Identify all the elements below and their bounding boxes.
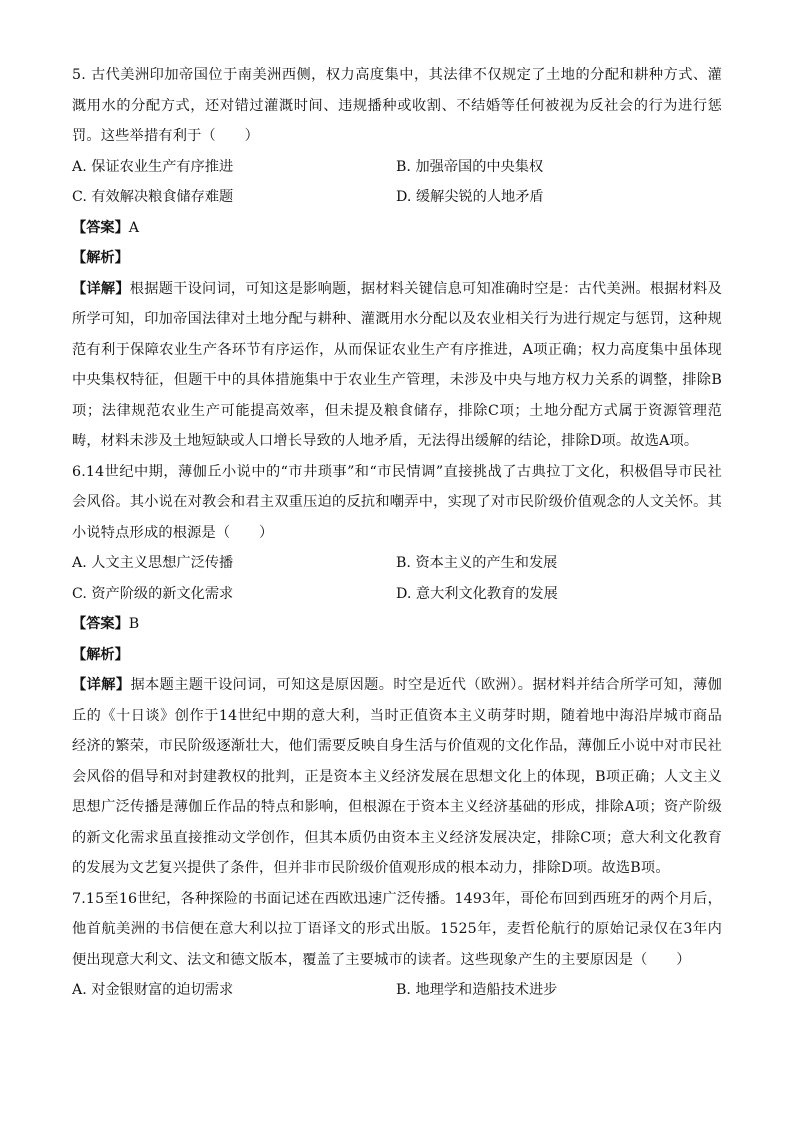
detail-label: 【详解】 xyxy=(72,677,131,693)
question-5-options-row-2 xyxy=(72,182,722,213)
question-5-option-d: D. 缓解尖锐的人地矛盾 xyxy=(396,189,544,205)
question-6-option-c: C. 资产阶级的新文化需求 xyxy=(72,585,234,602)
question-6-analysis-heading xyxy=(72,640,722,671)
detail-text: 根据题干设问词，可知这是影响题，据材料关键信息可知准确时空是：古代美洲。根据材料及所学可知，印加帝国法律对土地分配与耕种、灌溉用水分配以及农业相关行为进行规定与惩罚，这种规范有利于保障农业生产各环节有序运作，从而保证农业生产有序推进，A项正确；权力高度集中虽体现中央集权特征，但题干中的具体措施集中于农业生产管理，未涉及中央与地方权力关系的调整，排除B项；法律规范农业生产可能提高效率，但未提及粮食储存，排除C项；土地分配方式属于资源管理范畴，材料未涉及土地短缺或人口增长导致的人地矛盾，无法得出缓解的结论，排除D项。故选A项。 xyxy=(72,280,723,449)
analysis-label: 【解析】 xyxy=(72,250,129,266)
question-7-stem: 7.15至16世纪，各种探险的书面记述在西欧迅速广泛传播。1493年，哥伦布回到西班牙的两个月后，他首航美洲的书信便在意大利以拉丁语译文的形式出版。1525年，麦哲伦航行的原始记录仅在3年内便出现意大利文、法文和德文版本，覆盖了主要城市的读者。这些现象产生的主要原因是（ ） xyxy=(72,890,722,968)
detail-text: 据本题主题干设问词，可知这是原因题。时空是近代（欧洲）。据材料并结合所学可知，薄伽丘的《十日谈》创作于14世纪中期的意大利，当时正值资本主义萌芽时期，随着地中海沿岸城市商品经济的繁荣，市民阶级逐渐壮大，他们需要反映自身生活与价值观的文化作品，薄伽丘小说中对市民社会风俗的倡导和对封建教权的批判，正是资本主义经济发展在思想文化上的体现，B项正确；人文主义思想广泛传播是薄伽丘作品的特点和影响，但根源在于资本主义经济基础的形成，排除A项；资产阶级的新文化需求虽直接推动文学创作，但其本质仍由资本主义经济发展决定，排除C项；意大利文化教育的发展为文艺复兴提供了条件，但并非市民阶级价值观形成的根本动力，排除D项。故选B项。 xyxy=(72,677,722,876)
answer-label: 【答案】 xyxy=(72,616,129,632)
question-5-option-c: C. 有效解决粮食储存难题 xyxy=(72,189,234,205)
answer-value: B xyxy=(128,616,140,632)
question-6-detail xyxy=(72,670,722,884)
question-7-option-a: A. 对金银财富的迫切需求 xyxy=(72,982,234,998)
question-6-options-row-2 xyxy=(72,579,722,610)
exam-page xyxy=(72,60,722,1006)
question-6-option-a: A. 人文主义思想广泛传播 xyxy=(72,555,234,571)
question-5-option-a: A. 保证农业生产有序推进 xyxy=(72,158,234,175)
question-6-answer xyxy=(72,609,722,640)
question-5-option-b: B. 加强帝国的中央集权 xyxy=(396,158,544,175)
question-6-option-b: B. 资本主义的产生和发展 xyxy=(396,555,558,571)
question-6 xyxy=(72,457,722,884)
question-6-options-row-1 xyxy=(72,548,722,579)
analysis-label: 【解析】 xyxy=(72,646,129,663)
question-6-option-d: D. 意大利文化教育的发展 xyxy=(396,585,558,602)
question-5-answer xyxy=(72,213,722,244)
question-7 xyxy=(72,884,722,1006)
question-5-detail xyxy=(72,274,722,457)
detail-label: 【详解】 xyxy=(72,280,130,297)
question-5-analysis-heading xyxy=(72,243,722,274)
question-5-options-row-1 xyxy=(72,152,722,183)
question-7-option-b: B. 地理学和造船技术进步 xyxy=(396,982,558,998)
question-5 xyxy=(72,60,722,457)
question-6-stem: 6.14世纪中期，薄伽丘小说中的“市井琐事”和“市民情调”直接挑战了古典拉丁文化，积极倡导市民社会风俗。其小说在对教会和君主双重压迫的反抗和嘲弄中，实现了对市民阶级价值观念的人文关怀。其小说特点形成的根源是（ ） xyxy=(72,463,722,541)
question-7-options-row-1 xyxy=(72,975,722,1006)
answer-value: A xyxy=(128,219,140,236)
question-5-stem: 5. 古代美洲印加帝国位于南美洲西侧，权力高度集中，其法律不仅规定了土地的分配和耕种方式、灌溉用水的分配方式，还对错过灌溉时间、违规播种或收割、不结婚等任何被视为反社会的行为进行惩罚。这些举措有利于（ ） xyxy=(72,67,722,144)
answer-label: 【答案】 xyxy=(72,219,129,236)
